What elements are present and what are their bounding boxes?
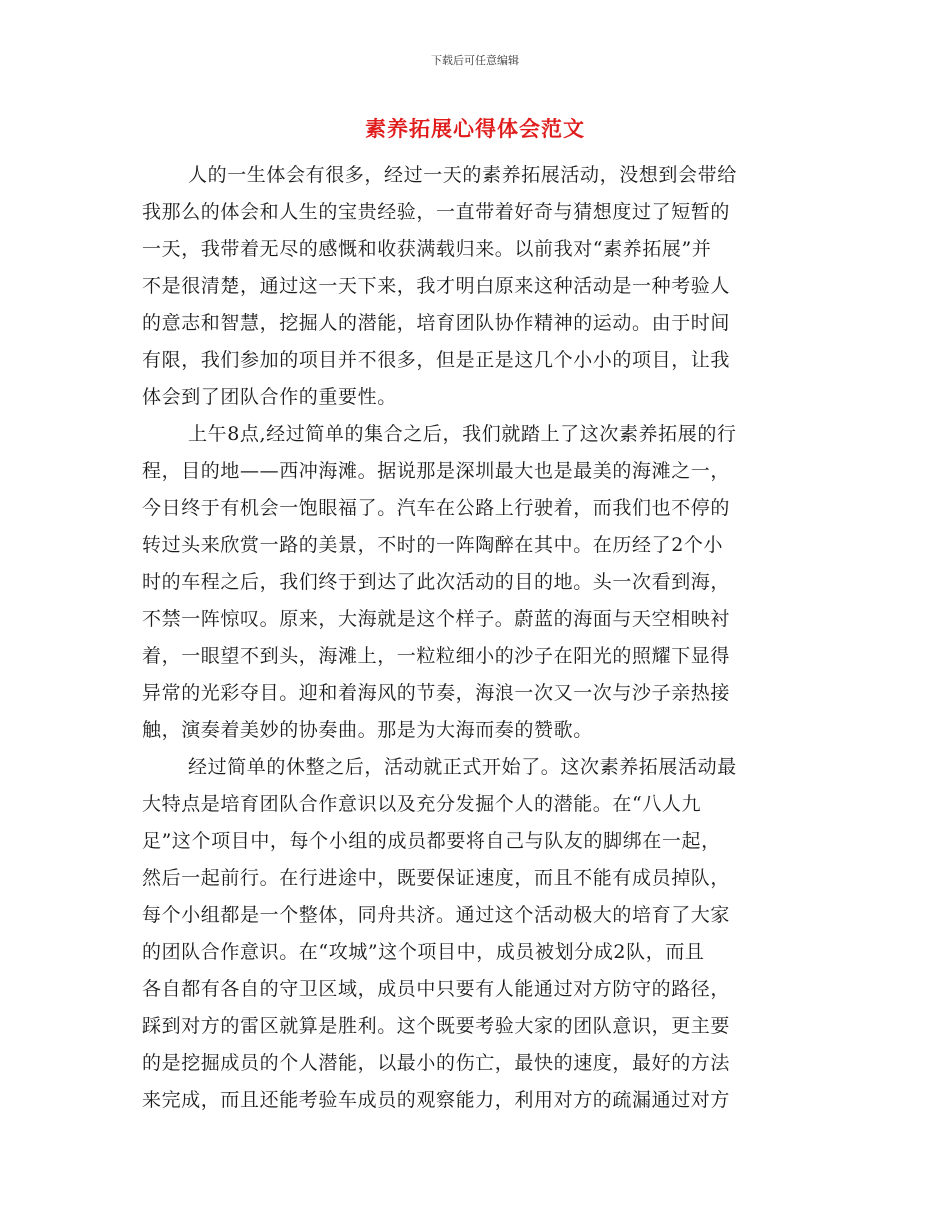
body-text-line: 的是挖掘成员的个人潜能，以最小的伤亡，最快的速度，最好的方法 [142,1052,731,1074]
body-text-line: 每个小组都是一个整体，同舟共济。通过这个活动极大的培育了大家 [142,904,731,926]
body-text-line: 有限，我们参加的项目并不很多，但是正是这几个小小的项目，让我 [142,349,731,371]
body-text-line: 的意志和智慧，挖掘人的潜能，培育团队协作精神的运动。由于时间 [142,312,731,334]
body-text-line: 异常的光彩夺目。迎和着海风的节奏，海浪一次又一次与沙子亲热接 [142,682,731,704]
page-header-note: 下载后可任意编辑 [431,54,519,67]
body-text-line: 体会到了团队合作的重要性。 [142,386,397,408]
document-body [142,157,798,1119]
body-text-line: 我那么的体会和人生的宝贵经验，一直带着好奇与猜想度过了短暂的 [142,201,731,223]
body-text-line: 程，目的地——西冲海滩。据说那是深圳最大也是最美的海滩之一， [142,460,731,482]
body-text-line: 今日终于有机会一饱眼福了。汽车在公路上行驶着，而我们也不停的 [142,497,731,519]
body-text-line: 触，演奏着美妙的协奏曲。那是为大海而奏的赞歌。 [142,719,593,741]
body-text-line: 不是很清楚，通过这一天下来，我才明白原来这种活动是一种考验人 [142,275,731,297]
body-text-line: 上午8点,经过简单的集合之后，我们就踏上了这次素养拓展的行 [188,423,737,445]
body-text-line: 来完成，而且还能考验车成员的观察能力，利用对方的疏漏通过对方 [142,1089,731,1111]
body-text-line: 一天，我带着无尽的感慨和收获满载归来。以前我对“素养拓展”并 [142,238,712,260]
body-text-line: 人的一生体会有很多，经过一天的素养拓展活动，没想到会带给 [188,164,737,186]
body-text-line: 的团队合作意识。在“攻城”这个项目中，成员被划分成2队，而且 [142,941,705,963]
body-text-line: 不禁一阵惊叹。原来，大海就是这个样子。蔚蓝的海面与天空相映衬 [142,608,731,630]
body-text-line: 大特点是培育团队合作意识以及充分发掘个人的潜能。在“八人九 [142,793,702,815]
body-text-line: 时的车程之后，我们终于到达了此次活动的目的地。头一次看到海， [142,571,731,593]
body-text-line: 踩到对方的雷区就算是胜利。这个既要考验大家的团队意识，更主要 [142,1015,731,1037]
body-text-line: 各自都有各自的守卫区域，成员中只要有人能通过对方防守的路径， [142,978,731,1000]
document-title: 素养拓展心得体会范文 [365,117,585,141]
body-text-line: 然后一起前行。在行进途中，既要保证速度，而且不能有成员掉队， [142,867,731,889]
body-text-line: 着，一眼望不到头，海滩上，一粒粒细小的沙子在阳光的照耀下显得 [142,645,731,667]
body-text-line: 转过头来欣赏一路的美景，不时的一阵陶醉在其中。在历经了2个小 [142,534,724,556]
body-text-line: 经过简单的休整之后，活动就正式开始了。这次素养拓展活动最 [188,756,737,778]
body-text-line: 足”这个项目中，每个小组的成员都要将自己与队友的脚绑在一起， [142,830,721,852]
